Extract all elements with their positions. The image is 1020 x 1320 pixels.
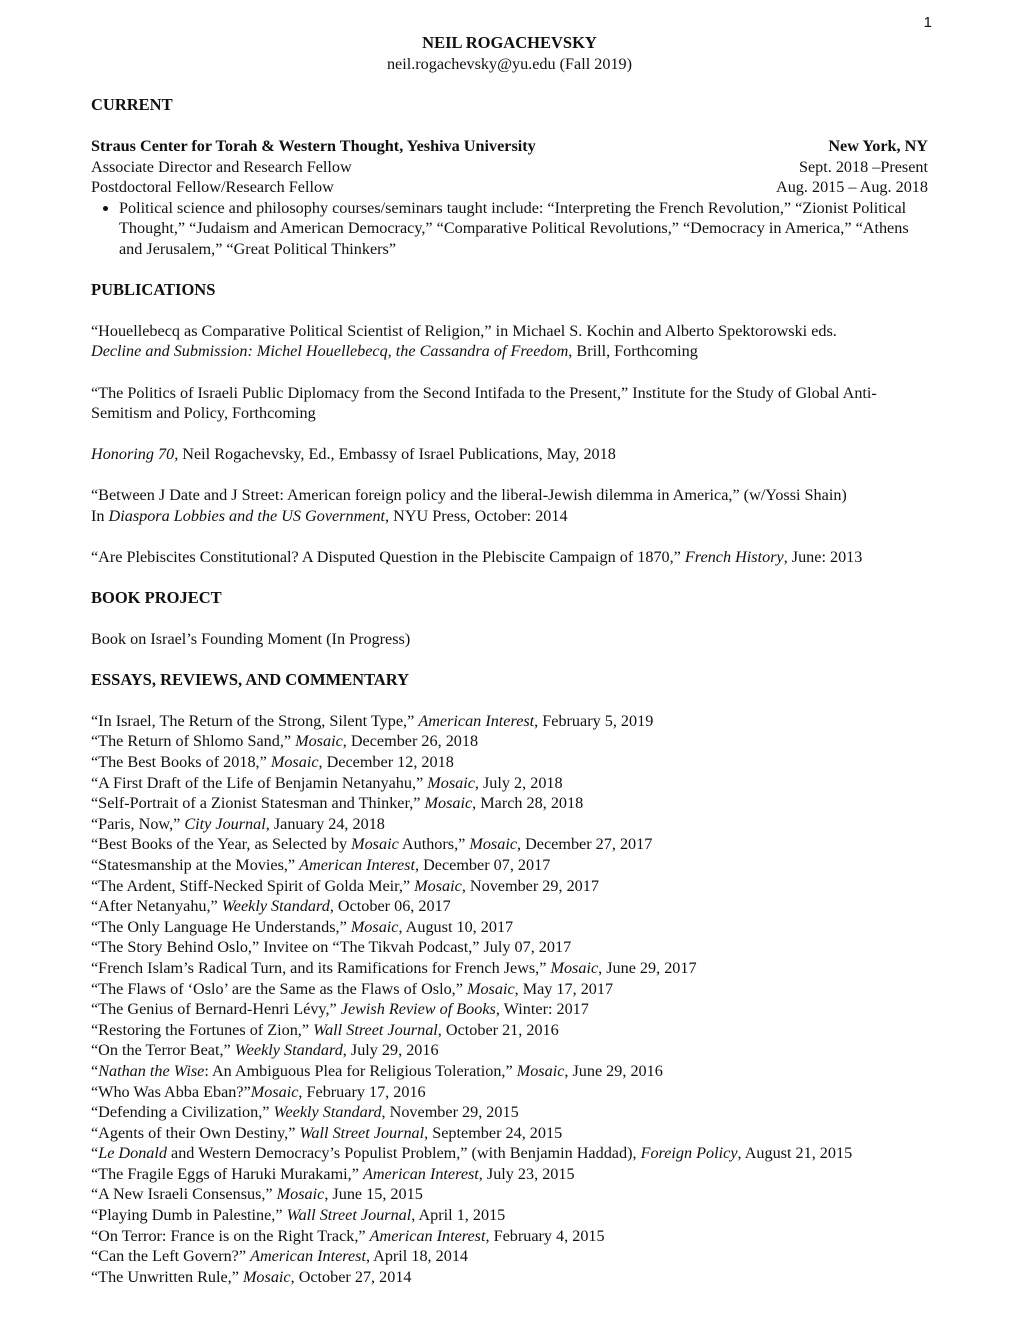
- essay-item: “Who Was Abba Eban?”Mosaic, February 17, 2016: [91, 1082, 426, 1101]
- essay-item: “French Islam’s Radical Turn, and its Ramifications for French Jews,” Mosaic, June 29, 2017: [91, 958, 697, 977]
- essay-item: “In Israel, The Return of the Strong, Silent Type,” American Interest, February 5, 2019: [91, 711, 654, 730]
- current-institution-row: [91, 136, 928, 157]
- essay-item: “Le Donald and Western Democracy’s Populist Problem,” (with Benjamin Haddad), Foreign Policy, August 21, 2015: [91, 1144, 853, 1163]
- essay-item: “Defending a Civilization,” Weekly Standard, November 29, 2015: [91, 1103, 519, 1122]
- position-dates: Sept. 2018 –Present: [798, 157, 928, 176]
- essay-item: “The Ardent, Stiff-Necked Spirit of Golda Meir,” Mosaic, November 29, 2017: [91, 876, 599, 895]
- section-book-project-heading: BOOK PROJECT: [91, 587, 222, 607]
- essay-item: “The Fragile Eggs of Haruki Murakami,” American Interest, July 23, 2015: [91, 1164, 575, 1183]
- institution-name: Straus Center for Torah & Western Thought, Yeshiva University: [91, 136, 536, 155]
- essay-item: “Can the Left Govern?” American Interest, April 18, 2014: [91, 1247, 469, 1266]
- section-current-heading: CURRENT: [91, 94, 173, 114]
- essay-item: “Statesmanship at the Movies,” American Interest, December 07, 2017: [91, 855, 551, 874]
- courses-bullet: • Political science and philosophy courses/seminars taught include: “Interpreting the French Revolution,” “Zionist Political Thought,” “Judaism and American Democracy,” “Comparative Political Revolutions,” “Democracy in America,” “Athens and Jerusalem,” “Great Political Thinkers”: [119, 198, 928, 260]
- essay-item: “Playing Dumb in Palestine,” Wall Street Journal, April 1, 2015: [91, 1206, 506, 1225]
- essay-item: “A First Draft of the Life of Benjamin Netanyahu,” Mosaic, July 2, 2018: [91, 773, 563, 792]
- section-publications-heading: PUBLICATIONS: [91, 279, 216, 299]
- essay-item: “A New Israeli Consensus,” Mosaic, June 15, 2015: [91, 1185, 423, 1204]
- institution-location: New York, NY: [828, 136, 928, 155]
- position-row: [91, 157, 928, 178]
- author-contact: neil.rogachevsky@yu.edu (Fall 2019): [386, 54, 633, 73]
- essay-item: “The Flaws of ‘Oslo’ are the Same as the Flaws of Oslo,” Mosaic, May 17, 2017: [91, 979, 614, 998]
- essay-item: “Nathan the Wise: An Ambiguous Plea for Religious Toleration,” Mosaic, June 29, 2016: [91, 1061, 663, 1080]
- essay-item: “The Story Behind Oslo,” Invitee on “The Tikvah Podcast,” July 07, 2017: [91, 938, 572, 957]
- essay-item: “Self-Portrait of a Zionist Statesman and Thinker,” Mosaic, March 28, 2018: [91, 794, 584, 813]
- essay-list: [91, 711, 928, 1288]
- publication-item: “Houellebecq as Comparative Political Scientist of Religion,” in Michael S. Kochin and Alberto Spektorowski eds. Decline and Submission: Michel Houellebecq, the Cassandra of Freedom, Brill, Forthcoming: [91, 321, 837, 361]
- essay-item: “The Genius of Bernard-Henri Lévy,” Jewish Review of Books, Winter: 2017: [91, 1000, 589, 1019]
- publication-item: “Are Plebiscites Constitutional? A Disputed Question in the Plebiscite Campaign of 1870,” French History, June: 2013: [91, 548, 863, 567]
- position-title: Postdoctoral Fellow/Research Fellow: [91, 178, 334, 197]
- position-title: Associate Director and Research Fellow: [91, 157, 352, 176]
- essay-item: “On the Terror Beat,” Weekly Standard, July 29, 2016: [91, 1041, 439, 1060]
- essay-item: “On Terror: France is on the Right Track,” American Interest, February 4, 2015: [91, 1226, 605, 1245]
- essay-item: “The Only Language He Understands,” Mosaic, August 10, 2017: [91, 917, 514, 936]
- cv-content: [91, 33, 928, 1287]
- publication-item: Honoring 70, Neil Rogachevsky, Ed., Embassy of Israel Publications, May, 2018: [91, 445, 616, 464]
- book-project-text: Book on Israel’s Founding Moment (In Progress): [91, 630, 411, 649]
- publication-item: “The Politics of Israeli Public Diplomacy from the Second Intifada to the Present,” Institute for the Study of Global Anti-Semitism and Policy, Forthcoming: [91, 383, 877, 423]
- position-dates: Aug. 2015 – Aug. 2018: [776, 178, 928, 197]
- essay-item: “The Return of Shlomo Sand,” Mosaic, December 26, 2018: [91, 732, 479, 751]
- position-row: [91, 177, 928, 198]
- author-name: NEIL ROGACHEVSKY: [422, 33, 597, 52]
- essay-item: “Paris, Now,” City Journal, January 24, 2018: [91, 814, 385, 833]
- essay-item: “Agents of their Own Destiny,” Wall Street Journal, September 24, 2015: [91, 1123, 563, 1142]
- essay-item: “Best Books of the Year, as Selected by Mosaic Authors,” Mosaic, December 27, 2017: [91, 835, 653, 854]
- essay-item: “The Best Books of 2018,” Mosaic, December 12, 2018: [91, 753, 454, 771]
- section-essays-heading: ESSAYS, REVIEWS, AND COMMENTARY: [91, 669, 410, 689]
- essay-item: “After Netanyahu,” Weekly Standard, October 06, 2017: [91, 897, 451, 916]
- page-number: 1: [923, 14, 932, 31]
- publication-item: “Between J Date and J Street: American foreign policy and the liberal-Jewish dilemma in America,” (w/Yossi Shain) In Diaspora Lobbies and the US Government, NYU Press, October: 2014: [91, 486, 847, 526]
- essay-item: “Restoring the Fortunes of Zion,” Wall Street Journal, October 21, 2016: [91, 1020, 559, 1039]
- courses-list: [91, 198, 928, 260]
- essay-item: “The Unwritten Rule,” Mosaic, October 27, 2014: [91, 1267, 412, 1286]
